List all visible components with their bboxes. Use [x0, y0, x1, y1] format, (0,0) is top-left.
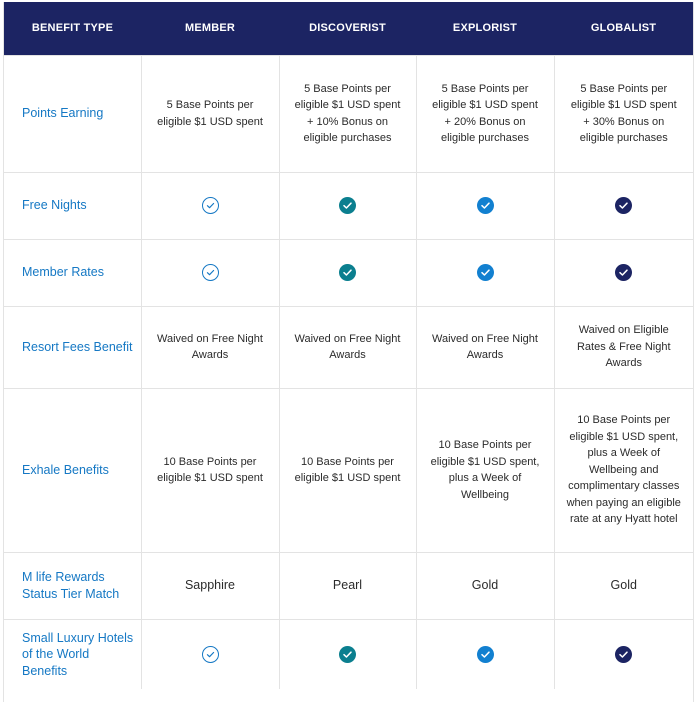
- cell-explorist: 10 Base Points per eligible $1 USD spent, plus a Week of Wellbeing: [416, 388, 554, 552]
- cell-discoverist: [279, 172, 416, 239]
- cell-member: [141, 239, 279, 306]
- cell-explorist: [416, 239, 554, 306]
- check-outline-icon: [202, 646, 219, 663]
- check-teal-icon: [339, 646, 356, 663]
- cell-globalist: 10 Base Points per eligible $1 USD spent, plus a Week of Wellbeing and complimentary classes when paying an eligible rate at any Hyatt hotel: [554, 388, 693, 552]
- cell-member: Waived on Free Night Awards: [141, 306, 279, 388]
- check-navy-icon: [615, 197, 632, 214]
- table-row-mlife: [4, 552, 693, 619]
- cell-globalist: [554, 239, 693, 306]
- cell-globalist: 5 Base Points per eligible $1 USD spent + 30% Bonus on eligible purchases: [554, 55, 693, 172]
- cell-explorist: 5 Base Points per eligible $1 USD spent + 20% Bonus on eligible purchases: [416, 55, 554, 172]
- cell-member: 5 Base Points per eligible $1 USD spent: [141, 55, 279, 172]
- cell-globalist: [554, 619, 693, 689]
- table-row-slh: [4, 619, 693, 689]
- header-discoverist: DISCOVERIST: [309, 22, 386, 35]
- check-navy-icon: [615, 264, 632, 281]
- row-label-slh[interactable]: Small Luxury Hotels of the World Benefits: [4, 619, 141, 689]
- row-label-mlife[interactable]: M life Rewards Status Tier Match: [4, 552, 141, 619]
- check-navy-icon: [615, 646, 632, 663]
- cell-explorist: Gold: [416, 552, 554, 619]
- cell-member: 10 Base Points per eligible $1 USD spent: [141, 388, 279, 552]
- header-member: MEMBER: [184, 22, 236, 35]
- header-globalist: GLOBALIST: [590, 22, 657, 35]
- cell-member: [141, 619, 279, 689]
- table-row-free-nights: [4, 172, 693, 239]
- header-explorist: EXPLORIST: [452, 22, 518, 35]
- cell-discoverist: 10 Base Points per eligible $1 USD spent: [279, 388, 416, 552]
- cell-explorist: [416, 619, 554, 689]
- header-benefit-type: BENEFIT TYPE: [31, 22, 114, 35]
- cell-globalist: Gold: [554, 552, 693, 619]
- row-label-resort-fees[interactable]: Resort Fees Benefit: [4, 306, 141, 388]
- cell-member: [141, 172, 279, 239]
- benefits-table: [4, 2, 693, 689]
- benefits-table-container: [3, 2, 694, 702]
- table-row-points-earning: [4, 55, 693, 172]
- check-teal-icon: [339, 264, 356, 281]
- cell-discoverist: [279, 619, 416, 689]
- cell-explorist: Waived on Free Night Awards: [416, 306, 554, 388]
- check-blue-icon: [477, 264, 494, 281]
- table-header-row: [4, 2, 693, 55]
- cell-discoverist: Waived on Free Night Awards: [279, 306, 416, 388]
- cell-discoverist: Pearl: [279, 552, 416, 619]
- row-label-exhale[interactable]: Exhale Benefits: [4, 388, 141, 552]
- check-blue-icon: [477, 646, 494, 663]
- cell-explorist: [416, 172, 554, 239]
- cell-member: Sapphire: [141, 552, 279, 619]
- table-row-exhale: [4, 388, 693, 552]
- check-teal-icon: [339, 197, 356, 214]
- check-outline-icon: [202, 197, 219, 214]
- table-row-member-rates: [4, 239, 693, 306]
- check-blue-icon: [477, 197, 494, 214]
- row-label-points-earning[interactable]: Points Earning: [4, 55, 141, 172]
- cell-discoverist: 5 Base Points per eligible $1 USD spent + 10% Bonus on eligible purchases: [279, 55, 416, 172]
- cell-discoverist: [279, 239, 416, 306]
- row-label-member-rates[interactable]: Member Rates: [4, 239, 141, 306]
- cell-globalist: [554, 172, 693, 239]
- table-row-resort-fees: [4, 306, 693, 388]
- cell-globalist: Waived on Eligible Rates & Free Night Awards: [554, 306, 693, 388]
- row-label-free-nights[interactable]: Free Nights: [4, 172, 141, 239]
- check-outline-icon: [202, 264, 219, 281]
